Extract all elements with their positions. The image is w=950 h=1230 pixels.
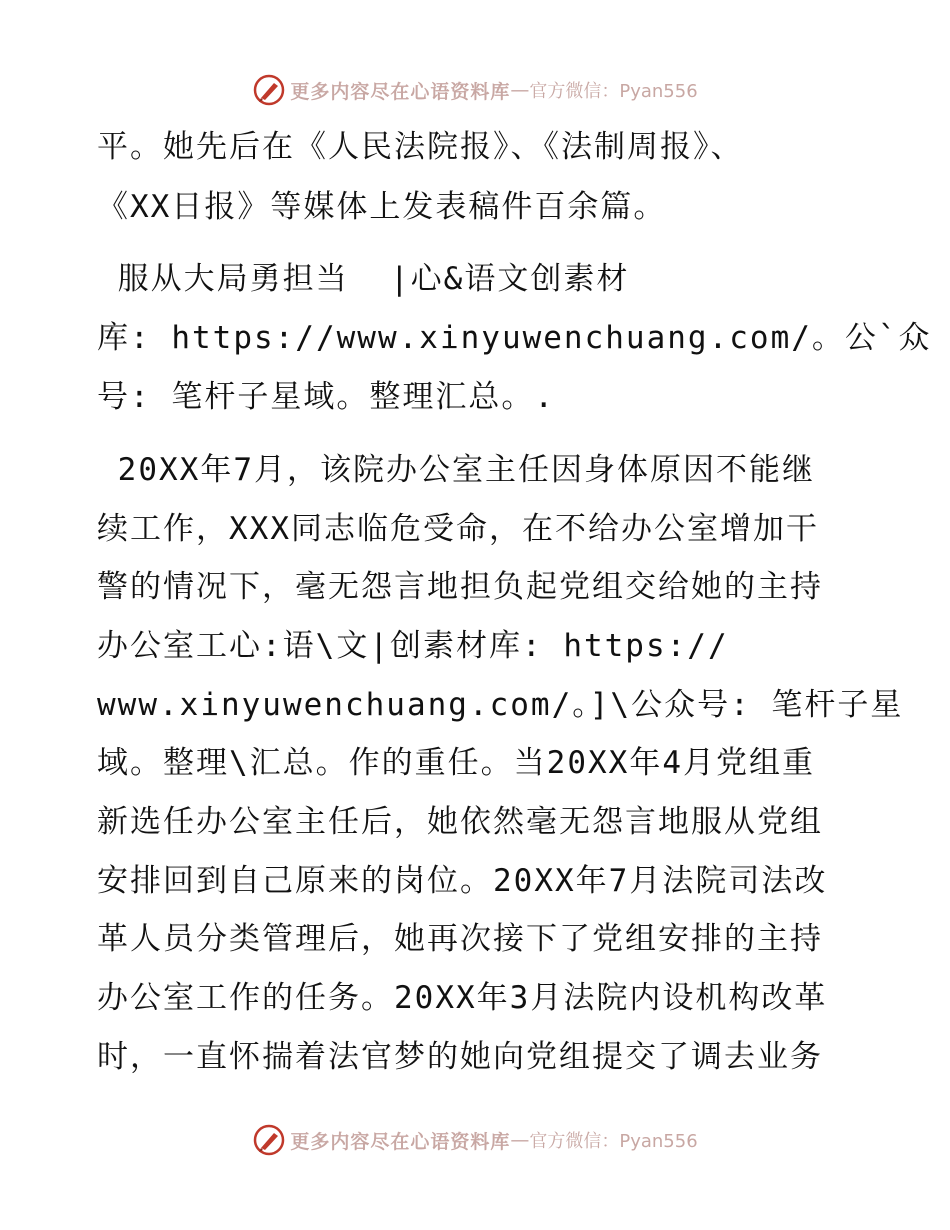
body-line: 《XX日报》等媒体上发表稿件百余篇。 (97, 189, 667, 225)
body-line: 续工作，XXX同志临危受命，在不给办公室增加干 (97, 511, 819, 547)
banner-separator: — (510, 79, 530, 101)
body-line: 办公室工心:语\文|创素材库: https:// (97, 628, 729, 664)
body-line: 警的情况下，毫无怨言地担负起党组交给她的主持 (97, 569, 823, 605)
body-line: 20XX年7月，该院办公室主任因身体原因不能继 (97, 452, 815, 488)
pen-logo-icon (252, 1123, 286, 1157)
body-line: 域。整理\汇总。作的重任。当20XX年4月党组重 (97, 745, 815, 781)
body-line: 办公室工作的任务。20XX年3月法院内设机构改革 (97, 980, 828, 1016)
body-line: www.xinyuwenchuang.com/。]\公众号: 笔杆子星 (97, 687, 904, 723)
body-line: 平。她先后在《人民法院报》、《法制周报》、 (97, 129, 744, 165)
footer-banner (0, 1120, 950, 1160)
banner-contact: 官方微信：Pyan556 (529, 1131, 698, 1152)
pen-logo-icon (252, 73, 286, 107)
body-line: 新选任办公室主任后，她依然毫无怨言地服从党组 (97, 804, 823, 840)
body-line: 时，一直怀揣着法官梦的她向党组提交了调去业务 (97, 1039, 823, 1075)
header-banner (0, 70, 950, 110)
body-line: 安排回到自己原来的岗位。20XX年7月法院司法改 (97, 863, 828, 899)
banner-separator: — (510, 1129, 530, 1151)
body-line: 库: https://www.xinyuwenchuang.com/。公`众 (97, 320, 932, 356)
banner-text: 更多内容尽在心语资料库 (290, 80, 511, 103)
body-line: 革人员分类管理后，她再次接下了党组安排的主持 (97, 921, 823, 957)
banner-text: 更多内容尽在心语资料库 (290, 1130, 511, 1153)
body-line: 服从大局勇担当 |心&语文创素材 (97, 261, 630, 297)
body-line: 号: 笔杆子星域。整理汇总。. (97, 379, 555, 415)
banner-contact: 官方微信：Pyan556 (529, 81, 698, 102)
